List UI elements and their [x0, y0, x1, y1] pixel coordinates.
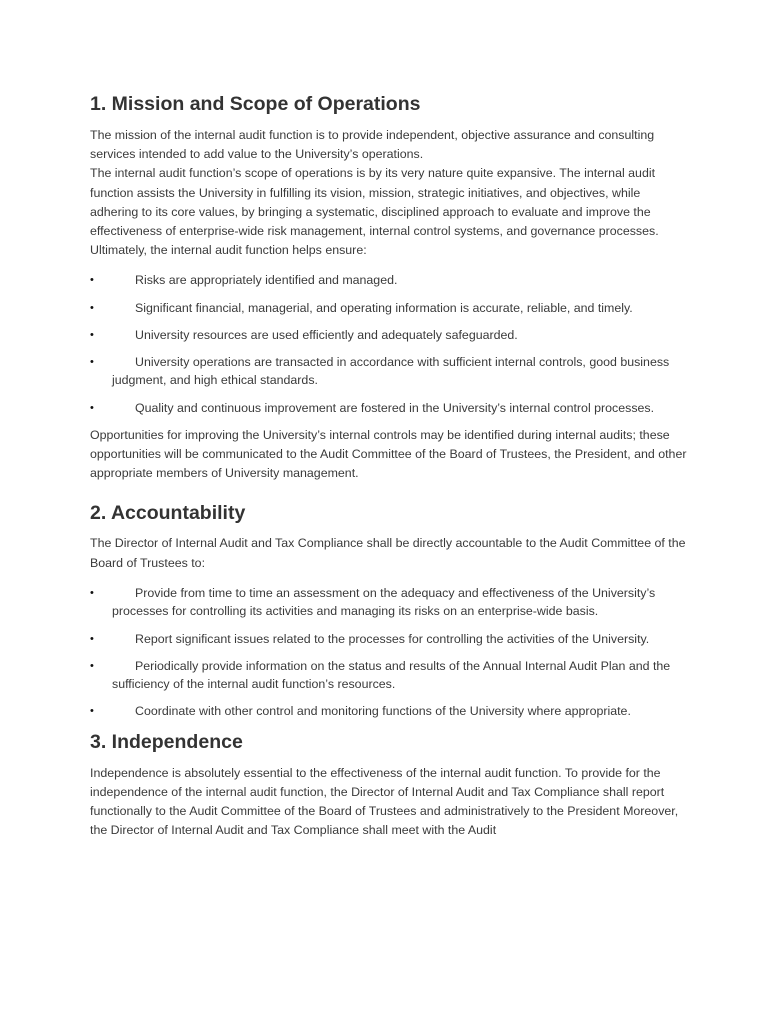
- list-item-text: University operations are transacted in accordance with sufficient internal controls, good business judgment, and high ethical standards.: [112, 354, 670, 388]
- list-item-text: Provide from time to time an assessment on the adequacy and effectiveness of the University’s processes for controlling its activities and managing its risks on an enterprise-wide basis.: [112, 585, 656, 619]
- section-heading: 1. Mission and Scope of Operations: [90, 93, 421, 115]
- list-item: [90, 584, 690, 621]
- bullet-icon: •: [90, 632, 94, 645]
- list-item-text: Coordinate with other control and monitoring functions of the University where appropriate.: [135, 704, 631, 719]
- list-item-text: Significant financial, managerial, and operating information is accurate, reliable, and timely.: [135, 300, 633, 315]
- list-item: [90, 353, 690, 390]
- section-heading: 3. Independence: [90, 730, 243, 753]
- list-item-text: Risks are appropriately identified and managed.: [135, 273, 398, 288]
- paragraph: The internal audit function’s scope of operations is by its very nature quite expansive. The internal audit function assists the University in fulfilling its vision, mission, strategic initiatives, and objectives, while adhering to its core values, by bringing a systematic, disciplined approach to evaluate and improve the effectiveness of enterprise-wide risk management, internal control systems, and governance processes.: [90, 166, 659, 239]
- list-item-text: University resources are used efficiently and adequately safeguarded.: [135, 327, 518, 342]
- bullet-list: [90, 584, 690, 721]
- paragraph: The Director of Internal Audit and Tax Compliance shall be directly accountable to the Audit Committee of the Board of Trustees to:: [90, 536, 686, 570]
- section-accountability: [90, 501, 690, 720]
- document-page: [90, 92, 690, 840]
- section-mission-scope: [90, 92, 690, 483]
- paragraph: Ultimately, the internal audit function helps ensure:: [90, 243, 367, 258]
- list-item: [90, 657, 690, 694]
- section-heading: 2. Accountability: [90, 502, 246, 525]
- bullet-icon: •: [90, 705, 94, 718]
- bullet-icon: •: [90, 659, 94, 672]
- paragraph: Opportunities for improving the University’s internal controls may be identified during internal audits; these opportunities will be communicated to the Audit Committee of the Board of Trustees, the President, and other appropriate members of University management.: [90, 427, 687, 481]
- bullet-icon: •: [90, 586, 94, 599]
- list-item-text: Quality and continuous improvement are fostered in the University’s internal control processes.: [135, 400, 655, 415]
- list-item: [90, 299, 690, 318]
- bullet-icon: •: [90, 328, 94, 341]
- list-item-text: Periodically provide information on the status and results of the Annual Internal Audit Plan and the sufficiency of the internal audit function’s resources.: [112, 658, 671, 692]
- bullet-list: [90, 271, 690, 417]
- bullet-icon: •: [90, 355, 94, 368]
- bullet-icon: •: [90, 401, 94, 414]
- section-independence: [90, 730, 690, 841]
- list-item: [90, 399, 690, 418]
- list-item: [90, 702, 690, 721]
- bullet-icon: •: [90, 301, 94, 314]
- list-item-text: Report significant issues related to the processes for controlling the activities of the University.: [135, 631, 650, 646]
- bullet-icon: •: [90, 274, 94, 287]
- list-item: [90, 630, 690, 649]
- paragraph: The mission of the internal audit function is to provide independent, objective assurance and consulting services intended to add value to the University’s operations.: [90, 128, 655, 162]
- paragraph: Independence is absolutely essential to the effectiveness of the internal audit function. To provide for the independence of the internal audit function, the Director of Internal Audit and Tax Compliance shall report functionally to the Audit Committee of the Board of Trustees and administratively to the President Moreover, the Director of Internal Audit and Tax Compliance shall meet with the Audit: [90, 765, 679, 838]
- list-item: [90, 326, 690, 345]
- list-item: [90, 271, 690, 290]
